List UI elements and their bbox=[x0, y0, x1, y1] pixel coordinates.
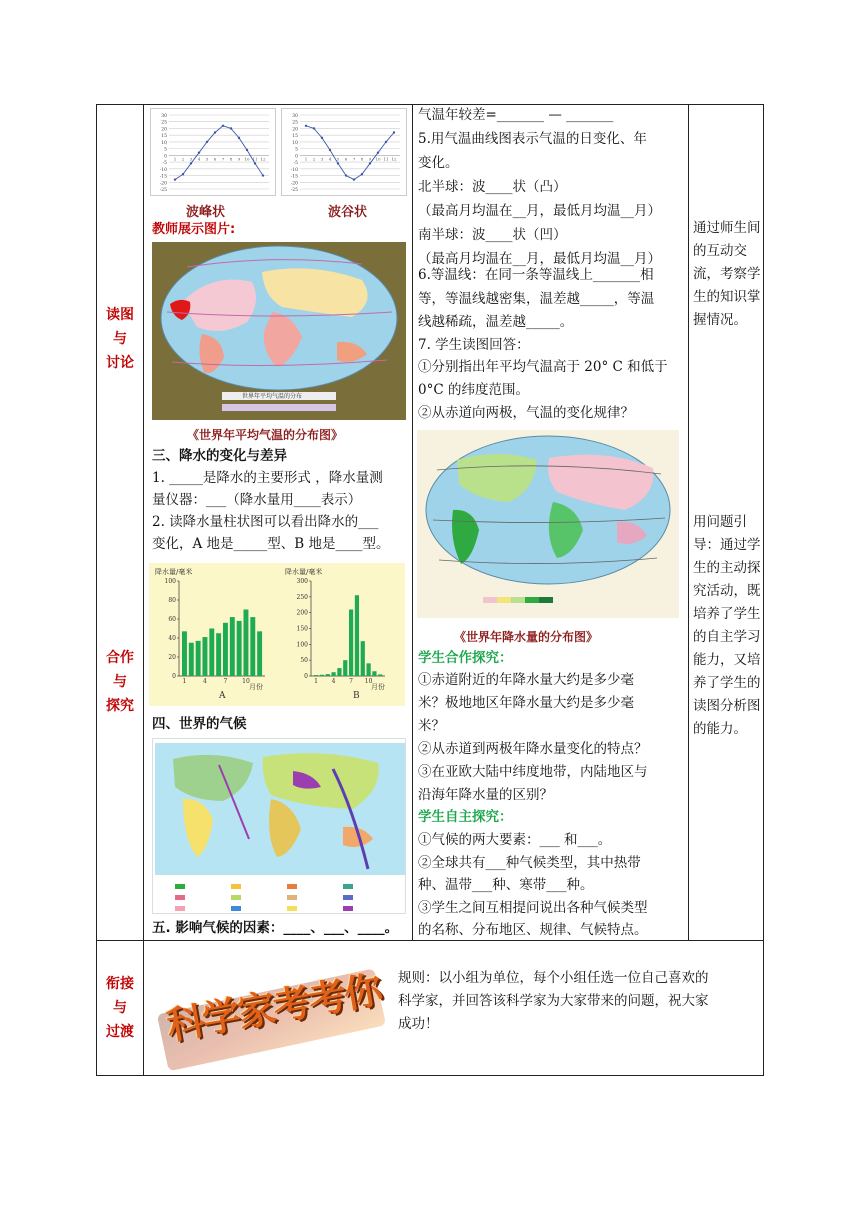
bar-b-xlabel: 月份 bbox=[371, 683, 385, 691]
self-title: 学生自主探究： bbox=[418, 809, 513, 825]
series-line bbox=[175, 126, 263, 180]
precip-bar bbox=[367, 663, 371, 676]
graph-peak-caption: 波峰状 bbox=[186, 205, 226, 220]
purpose-text-1: 通过师生间的互动交流，考察学生的知识掌握情况。 bbox=[693, 220, 761, 328]
mid-line-8: 6.等温线：在同一条等温线上_______相 bbox=[418, 267, 654, 283]
data-point bbox=[369, 162, 371, 164]
coop-line-1: ①赤道附近的年降水量大约是多少毫 bbox=[418, 672, 634, 688]
precip-bar bbox=[223, 623, 228, 676]
x-tick-label: 10 bbox=[242, 678, 250, 685]
y-tick-label: 30 bbox=[161, 114, 167, 119]
graph-trough-caption: 波谷状 bbox=[328, 205, 368, 220]
precip-bar bbox=[349, 610, 353, 677]
data-point bbox=[222, 125, 224, 127]
bar-a-unit: 降水量/毫米 bbox=[155, 568, 193, 576]
sec3-line4: 变化，A 地是_____型、B 地是____型。 bbox=[152, 536, 390, 552]
y-tick-label: -20 bbox=[290, 181, 298, 187]
y-tick-label: 40 bbox=[168, 635, 176, 642]
data-point bbox=[385, 141, 387, 143]
precip-bar bbox=[230, 617, 235, 676]
purpose-text-2: 用问题引导：通过学生的主动探究活动，既培养了学生的自主学习能力，又培养了学生的读图分析图的能力。 bbox=[693, 514, 761, 737]
y-tick-label: 20 bbox=[168, 654, 176, 661]
rule-line-3: 成功！ bbox=[398, 1016, 439, 1032]
y-tick-label: 5 bbox=[164, 147, 167, 153]
x-tick-label: 5 bbox=[205, 156, 209, 162]
y-tick-label: 30 bbox=[292, 114, 298, 119]
sec3-line3: 2. 读降水量柱状图可以看出降水的___ bbox=[152, 514, 379, 530]
data-point bbox=[361, 173, 363, 175]
data-point bbox=[206, 141, 208, 143]
x-tick-label: 1 bbox=[173, 156, 177, 162]
precip-bar bbox=[320, 675, 324, 676]
x-tick-label: 2 bbox=[181, 156, 185, 162]
precip-bar bbox=[355, 595, 359, 676]
coop-title: 学生合作探究： bbox=[418, 650, 513, 666]
world-precip-map bbox=[417, 430, 679, 618]
x-tick-label: 7 bbox=[223, 678, 228, 685]
series-line bbox=[306, 126, 394, 180]
scientist-banner-text: 科学家考考你 bbox=[163, 967, 384, 1049]
precip-map-caption: 《世界年降水量的分布图》 bbox=[454, 630, 599, 644]
precip-bar bbox=[361, 641, 365, 676]
rule-line-1: 规则：以小组为单位，每个小组任选一位自己喜欢的 bbox=[398, 970, 709, 986]
data-point bbox=[230, 127, 232, 129]
data-point bbox=[262, 174, 264, 176]
y-tick-label: -15 bbox=[290, 174, 298, 180]
teacher-show-label: 教师展示图片: bbox=[152, 222, 236, 237]
x-tick-label: 3 bbox=[189, 156, 193, 162]
y-tick-label: 100 bbox=[296, 641, 308, 649]
y-tick-label: 0 bbox=[304, 673, 308, 680]
y-tick-label: 250 bbox=[296, 593, 308, 601]
precip-bar bbox=[244, 610, 249, 677]
y-tick-label: 20 bbox=[292, 127, 298, 133]
col-divider-1 bbox=[143, 104, 144, 1076]
data-point bbox=[246, 149, 248, 151]
precip-bar bbox=[337, 668, 341, 676]
coop-line-4: ②从赤道到两极年降水量变化的特点？ bbox=[418, 741, 648, 757]
y-tick-label: 60 bbox=[168, 616, 176, 623]
y-tick-label: 50 bbox=[300, 657, 308, 665]
x-tick-label: 7 bbox=[221, 156, 225, 162]
y-tick-label: -25 bbox=[290, 188, 298, 193]
precip-bar bbox=[314, 675, 318, 676]
temp-graph-peak-svg bbox=[151, 109, 275, 195]
y-tick-label: 15 bbox=[292, 134, 298, 140]
data-point bbox=[182, 173, 184, 175]
x-tick-label: 7 bbox=[352, 156, 356, 162]
world-climate-map bbox=[152, 738, 406, 914]
self-line-5: 的名称、分布地区、规律、气候特点。 bbox=[418, 922, 648, 938]
row-label-transition: 衔接 与 过渡 bbox=[106, 976, 134, 1040]
data-point bbox=[305, 125, 307, 127]
mid-line-11: 7. 学生读图回答： bbox=[418, 337, 530, 353]
x-tick-label: 4 bbox=[203, 678, 207, 685]
x-tick-label: 11 bbox=[252, 156, 258, 162]
y-tick-label: -5 bbox=[162, 161, 167, 167]
sec4-title: 四、世界的气候 bbox=[152, 716, 247, 732]
y-tick-label: 10 bbox=[161, 140, 167, 146]
precip-bar bbox=[343, 660, 347, 676]
y-tick-label: 300 bbox=[296, 578, 308, 585]
x-tick-label: 4 bbox=[331, 678, 336, 685]
self-line-1: ①气候的两大要素：___ 和___。 bbox=[418, 832, 612, 848]
x-tick-label: 9 bbox=[368, 156, 372, 162]
y-tick-label: -25 bbox=[159, 188, 167, 193]
y-tick-label: 20 bbox=[161, 127, 167, 133]
precip-bar bbox=[209, 629, 214, 677]
y-tick-label: 5 bbox=[295, 147, 298, 153]
precip-bar bbox=[332, 672, 336, 676]
self-line-2: ②全球共有___种气候类型，其中热带 bbox=[418, 855, 641, 871]
precip-bar-svg bbox=[149, 563, 405, 706]
x-tick-label: 10 bbox=[364, 678, 373, 685]
mid-line-4: 北半球：波____状（凸） bbox=[418, 179, 567, 195]
x-tick-label: 6 bbox=[344, 156, 348, 162]
precip-bar bbox=[182, 631, 187, 676]
mid-line-3: 变化。 bbox=[418, 155, 459, 171]
rule-line-2: 科学家，并回答该科学家为大家带来的问题，祝大家 bbox=[398, 993, 709, 1009]
y-tick-label: 10 bbox=[292, 140, 298, 146]
y-tick-label: 80 bbox=[168, 597, 176, 604]
mid-line-14: ②从赤道向两极，气温的变化规律？ bbox=[418, 405, 634, 421]
x-tick-label: 8 bbox=[360, 156, 364, 162]
data-point bbox=[337, 162, 339, 164]
x-tick-label: 1 bbox=[304, 156, 308, 162]
precip-bar bbox=[189, 643, 194, 676]
mid-line-12: ①分别指出年平均气温高于 20° C 和低于 bbox=[418, 359, 668, 375]
y-tick-label: 25 bbox=[292, 120, 298, 126]
data-point bbox=[190, 162, 192, 164]
precip-bar bbox=[378, 674, 382, 676]
temp-graph-trough-svg bbox=[282, 109, 406, 195]
sec3-title: 三、降水的变化与差异 bbox=[152, 448, 287, 464]
y-tick-label: 0 bbox=[164, 154, 167, 160]
precip-bar bbox=[216, 633, 221, 676]
x-tick-label: 12 bbox=[391, 156, 397, 162]
data-point bbox=[377, 151, 379, 153]
col-divider-2 bbox=[412, 104, 413, 940]
mid-line-13: 0°C 的纬度范围。 bbox=[418, 382, 529, 398]
data-point bbox=[198, 151, 200, 153]
x-tick-label: 9 bbox=[237, 156, 241, 162]
precip-bar bbox=[196, 641, 201, 676]
x-tick-label: 10 bbox=[375, 156, 381, 162]
x-tick-label: 1 bbox=[314, 678, 319, 685]
mid-line-1: 气温年较差=_______ — _______ bbox=[418, 107, 614, 123]
x-tick-label: 11 bbox=[383, 156, 389, 162]
x-tick-label: 4 bbox=[197, 156, 201, 162]
self-line-3: 种、温带___种、寒带___种。 bbox=[418, 877, 594, 893]
x-tick-label: 5 bbox=[336, 156, 340, 162]
mid-line-7: （最高月均温在__月，最低月均温__月） bbox=[418, 251, 661, 267]
y-tick-label: -15 bbox=[159, 174, 167, 180]
precip-bar bbox=[250, 617, 255, 676]
temp-graph-trough bbox=[281, 108, 407, 196]
x-tick-label: 7 bbox=[349, 678, 354, 685]
temp-graph-peak bbox=[150, 108, 276, 196]
data-point bbox=[313, 127, 315, 129]
data-point bbox=[393, 131, 395, 133]
temp-map-caption: 《世界年平均气温的分布图》 bbox=[187, 428, 344, 442]
data-point bbox=[353, 178, 355, 180]
y-tick-label: 0 bbox=[295, 154, 298, 160]
coop-line-2: 米？极地地区年降水量大约是多少毫 bbox=[418, 695, 634, 711]
y-tick-label: 0 bbox=[172, 673, 176, 680]
data-point bbox=[329, 149, 331, 151]
precip-bar bbox=[326, 674, 330, 676]
precip-bar bbox=[257, 631, 262, 676]
precip-bar bbox=[372, 671, 376, 676]
y-tick-label: 200 bbox=[296, 609, 308, 617]
y-tick-label: -5 bbox=[293, 161, 298, 167]
data-point bbox=[214, 131, 216, 133]
data-point bbox=[238, 137, 240, 139]
data-point bbox=[345, 174, 347, 176]
x-tick-label: 1 bbox=[182, 678, 187, 685]
mid-line-10: 线越稀疏，温差越_____。 bbox=[418, 314, 574, 330]
coop-line-5: ③在亚欧大陆中纬度地带，内陆地区与 bbox=[418, 764, 648, 780]
self-line-4: ③学生之间互相提问说出各种气候类型 bbox=[418, 900, 648, 916]
sec3-line2: 量仪器：___（降水量用____表示） bbox=[152, 492, 362, 508]
y-tick-label: 15 bbox=[161, 134, 167, 140]
sec3-line1: 1. _____是降水的主要形式 ，降水量测 bbox=[152, 470, 383, 486]
y-tick-label: 150 bbox=[296, 625, 308, 633]
x-tick-label: 8 bbox=[229, 156, 233, 162]
y-tick-label: -10 bbox=[290, 167, 298, 173]
bar-b-label: B bbox=[353, 691, 360, 701]
bar-b-unit: 降水量/毫米 bbox=[285, 568, 323, 576]
x-tick-label: 2 bbox=[312, 156, 316, 162]
x-tick-label: 6 bbox=[213, 156, 217, 162]
scientist-banner bbox=[155, 953, 385, 1071]
mid-line-5: （最高月均温在__月，最低月均温__月） bbox=[418, 203, 661, 219]
y-tick-label: 25 bbox=[161, 120, 167, 126]
coop-line-3: 米？ bbox=[418, 718, 445, 734]
world-precip-map-svg bbox=[417, 430, 679, 618]
bar-a-label: A bbox=[219, 691, 226, 701]
precip-bar-panel bbox=[149, 563, 405, 706]
col-divider-3 bbox=[688, 104, 689, 940]
temp-map-legend-title: 世界年平均气温的分布 bbox=[242, 393, 303, 400]
x-tick-label: 3 bbox=[320, 156, 324, 162]
coop-line-6: 沿海年降水量的区别？ bbox=[418, 787, 553, 803]
mid-line-6: 南半球：波____状（凹） bbox=[418, 227, 567, 243]
y-tick-label: -20 bbox=[159, 181, 167, 187]
bar-a-xlabel: 月份 bbox=[249, 683, 263, 691]
data-point bbox=[321, 137, 323, 139]
mid-line-9: 等，等温线越密集，温差越_____，等温 bbox=[418, 291, 655, 307]
data-point bbox=[174, 178, 176, 180]
sec5-title: 五. 影响气候的因素：____、___、____。 bbox=[152, 920, 399, 936]
precip-bar bbox=[237, 621, 242, 676]
world-climate-map-svg bbox=[153, 739, 407, 915]
precip-bar bbox=[203, 637, 208, 676]
x-tick-label: 4 bbox=[328, 156, 332, 162]
y-tick-label: -10 bbox=[159, 167, 167, 173]
mid-line-2: 5.用气温曲线图表示气温的日变化、年 bbox=[418, 131, 647, 147]
row-label-coop: 合作 与 探究 bbox=[106, 650, 134, 714]
world-temp-map bbox=[152, 242, 406, 420]
row-label-read: 读图 与 讨论 bbox=[106, 307, 134, 371]
y-tick-label: 100 bbox=[164, 578, 176, 585]
x-tick-label: 12 bbox=[260, 156, 266, 162]
x-tick-label: 10 bbox=[244, 156, 250, 162]
data-point bbox=[254, 162, 256, 164]
